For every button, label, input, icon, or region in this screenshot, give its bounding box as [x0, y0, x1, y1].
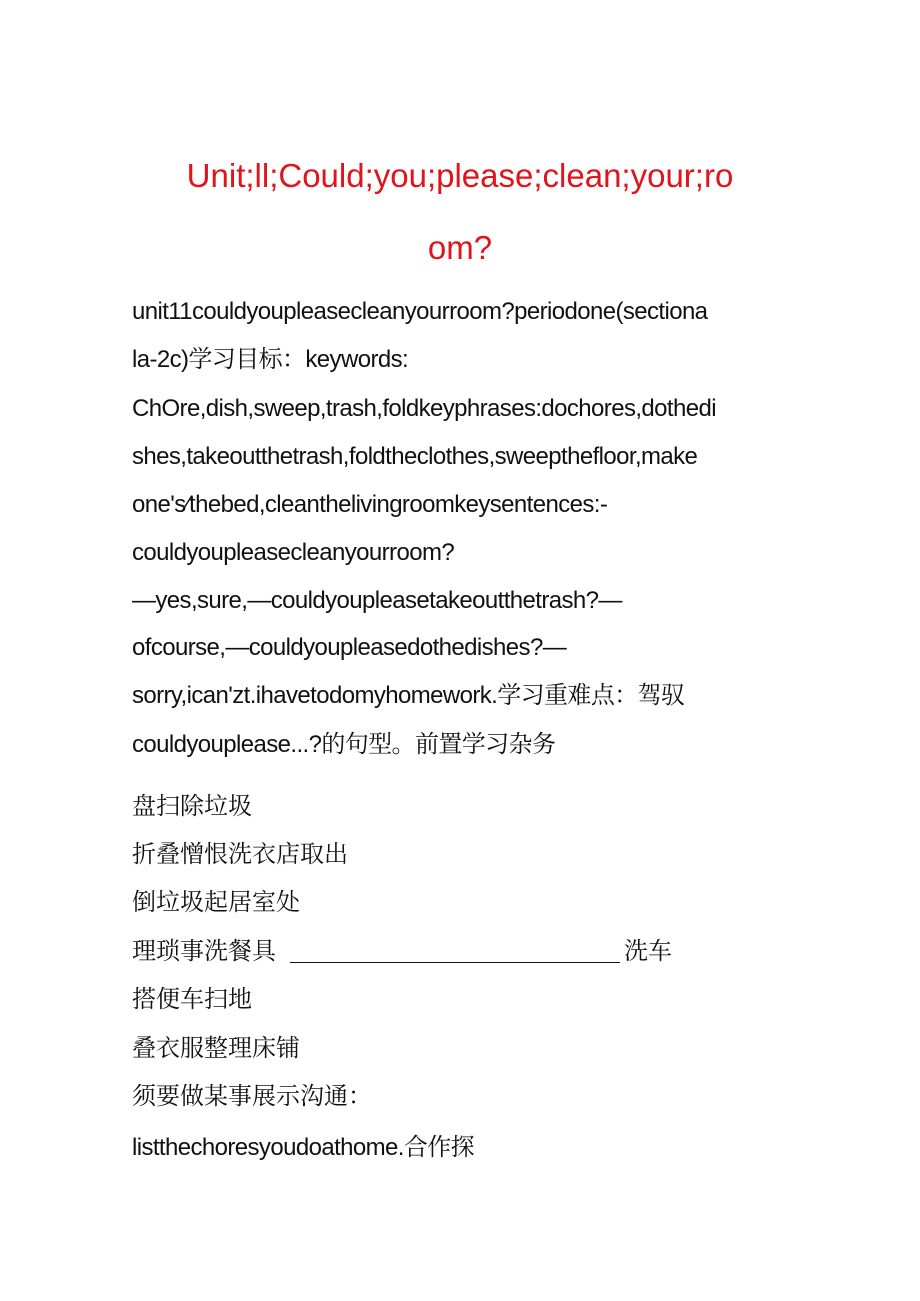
vocab-line-2: 折叠憎恨洗衣店取出: [132, 840, 348, 868]
body-line-1: unit11couldyoupleasecleanyourroom?periodone(sectiona: [132, 298, 708, 325]
vocab-line-5: 搭便车扫地: [132, 985, 252, 1013]
body-line-5: one's∕thebed,cleanthelivingroomkeysentences:-: [132, 491, 608, 518]
document-title-line-2: om?: [427, 229, 493, 266]
vocab-line-4: [132, 935, 672, 967]
body-line-3: ChOre,dish,sweep,trash,foldkeyphrases:dochores,dothedi: [132, 395, 716, 422]
last-line: listthechoresyoudoathome.合作探: [132, 1134, 475, 1161]
vocab-line-4-suffix: 洗车: [624, 937, 672, 965]
body-line-4: shes,takeoutthetrash,foldtheclothes,sweepthefloor,make: [132, 443, 698, 470]
vocab-line-1: 盘扫除垃圾: [132, 792, 252, 820]
body-line-8: ofcourse,—couldyoupleasedothedishes?—: [132, 634, 567, 661]
body-line-6: couldyoupleasecleanyourroom?: [132, 539, 455, 566]
body-line-10: couldyouplease...?的句型。前置学习杂务: [132, 731, 556, 758]
vocab-line-4-text: 理琐事洗餐具: [132, 937, 276, 965]
document-title-line-1: Unit;ll;Could;you;please;clean;your;ro: [186, 157, 734, 194]
vocab-line-3: 倒垃圾起居室处: [132, 888, 300, 916]
vocab-line-7: 须要做某事展示沟通：: [132, 1082, 372, 1110]
body-line-7: —yes,sure,—couldyoupleasetakeoutthetrash?—: [132, 587, 622, 614]
fill-in-blank: [290, 961, 620, 963]
vocab-line-6: 叠衣服整理床铺: [132, 1034, 300, 1062]
body-line-9: sorry,ican'zt.ihavetodomyhomework.学习重难点：驾驭: [132, 682, 685, 709]
body-line-2: la-2c)学习目标：keywords:: [132, 346, 409, 373]
